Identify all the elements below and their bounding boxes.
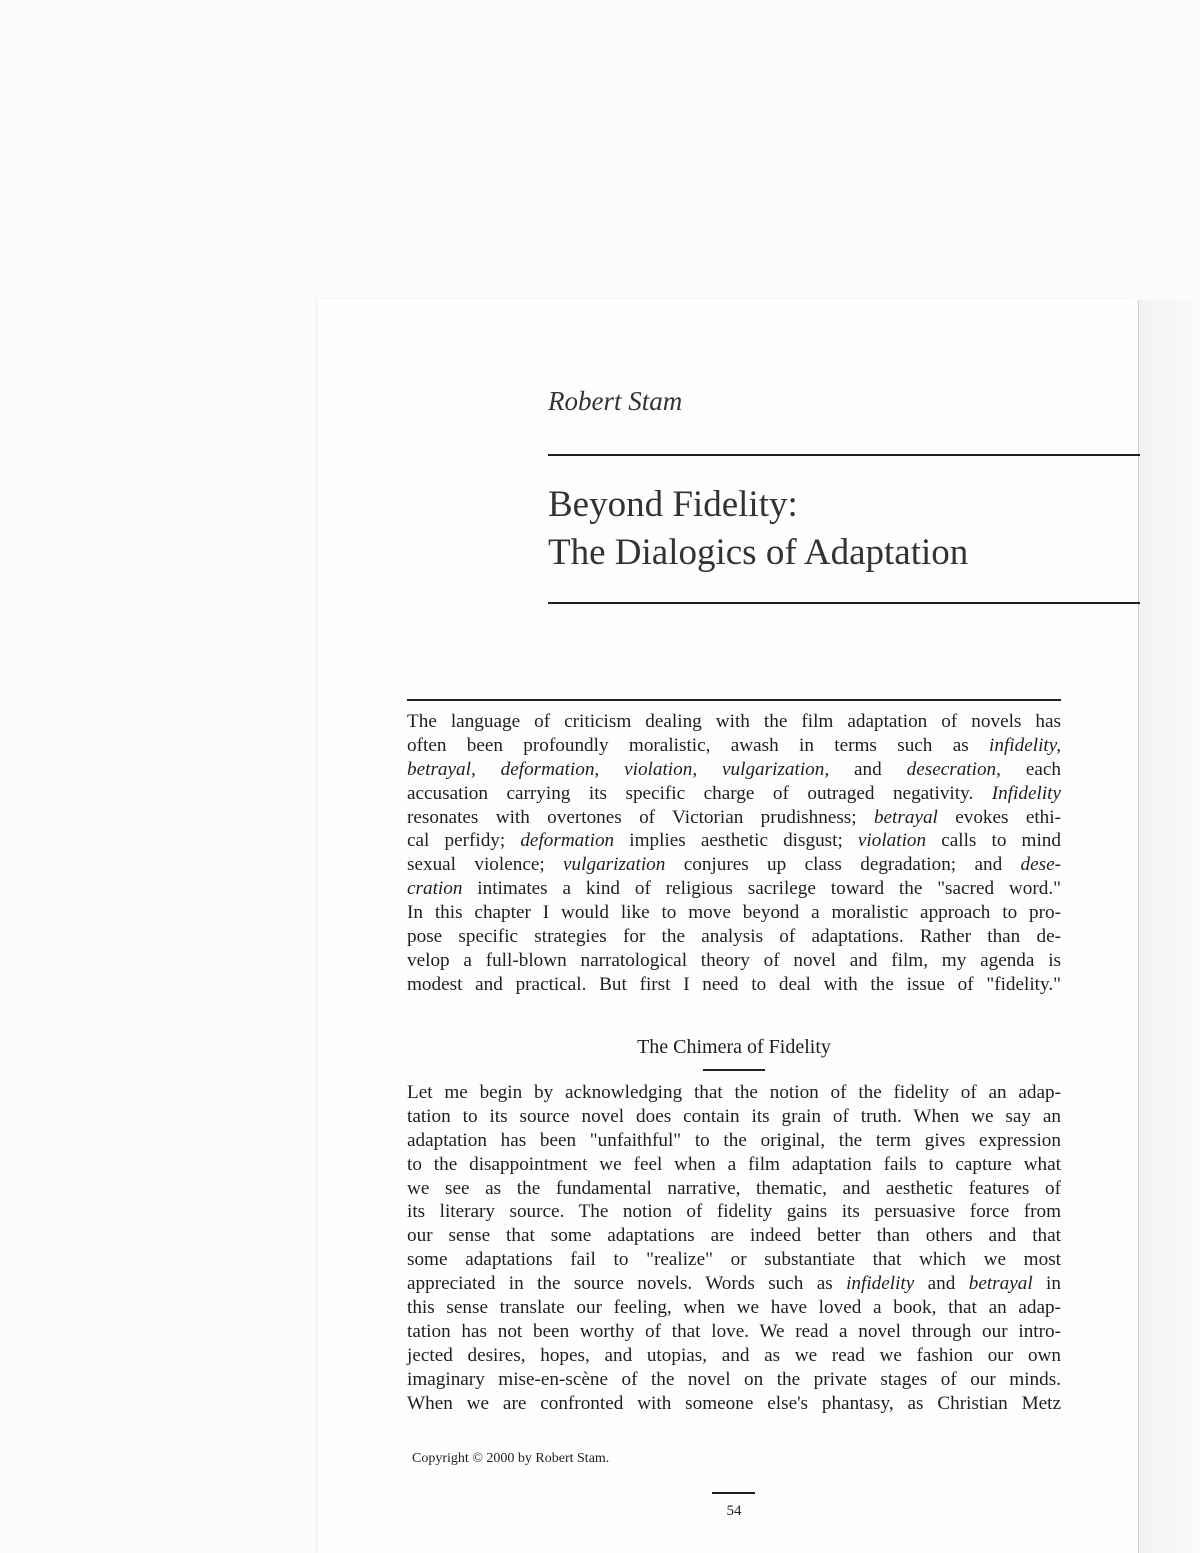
text-segment: modest and practical. But first I need to deal with the issue of "fidelity."	[407, 973, 1061, 995]
text-line	[407, 806, 1061, 830]
text-segment: In this chapter I would like to move beyond a moralistic approach to pro-	[407, 902, 1061, 924]
text-segment: Let me begin by acknowledging that the notion of the fidelity of an adap-	[407, 1082, 1061, 1103]
text-segment: resonates with overtones of Victorian prudishness;	[407, 806, 874, 828]
text-line	[407, 1105, 1061, 1129]
text-line	[407, 1272, 1061, 1296]
italic-text: betrayal	[968, 1273, 1033, 1295]
text-line	[407, 1153, 1061, 1177]
text-line	[407, 1344, 1061, 1368]
text-line	[407, 1081, 1061, 1105]
text-line	[407, 1368, 1061, 1392]
text-segment: tation has not been worthy of that love. We read a novel through our intro-	[407, 1320, 1061, 1342]
text-segment: implies aesthetic disgust;	[614, 830, 858, 852]
text-segment: intimates a kind of religious sacrilege toward the "sacred word."	[462, 878, 1061, 900]
section-paragraph	[407, 1081, 1061, 1415]
italic-text: violation	[857, 830, 927, 852]
text-segment: and	[914, 1273, 969, 1295]
text-line	[407, 901, 1061, 925]
text-segment: velop a full-blown narratological theory of novel and film, my agenda is	[407, 949, 1061, 971]
title-rule-bottom	[548, 602, 1140, 604]
intro-paragraph	[407, 710, 1061, 997]
text-segment: The language of criticism dealing with the film adaptation of novels has	[407, 711, 1061, 732]
text-segment: we see as the fundamental narrative, thematic, and aesthetic features of	[407, 1177, 1061, 1199]
text-segment: When we are confronted with someone else's phantasy, as Christian Metz	[407, 1392, 1061, 1414]
text-line	[407, 949, 1061, 973]
text-segment: this sense translate our feeling, when we have loved a book, that an adap-	[407, 1297, 1061, 1319]
text-line	[407, 829, 1061, 853]
text-line	[407, 782, 1061, 806]
text-segment: each	[1000, 758, 1061, 780]
text-line	[407, 734, 1061, 758]
section-heading-rule	[703, 1069, 765, 1071]
title-rule-top	[548, 454, 1140, 456]
text-segment: our sense that some adaptations are indeed better than others and that	[407, 1225, 1061, 1247]
text-line	[407, 973, 1061, 997]
text-segment: its literary source. The notion of fidelity gains its persuasive force from	[407, 1201, 1061, 1223]
text-segment: imaginary mise-en-scène of the novel on the private stages of our minds.	[407, 1368, 1061, 1390]
text-segment: to the disappointment we feel when a film adaptation fails to capture what	[407, 1153, 1061, 1175]
italic-text: betrayal, deformation, violation, vulgarization,	[407, 758, 830, 780]
text-line	[407, 710, 1061, 734]
text-segment: pose specific strategies for the analysis of adaptations. Rather than de-	[407, 926, 1061, 948]
page-edge	[1138, 300, 1200, 1553]
text-segment: calls to mind	[926, 830, 1061, 852]
section-heading: The Chimera of Fidelity	[637, 1036, 831, 1058]
text-line	[407, 1177, 1061, 1201]
text-line	[407, 1392, 1061, 1416]
text-line	[407, 853, 1061, 877]
italic-text: infidelity,	[989, 734, 1061, 756]
text-segment: tation to its source novel does contain its grain of truth. When we say an	[407, 1105, 1061, 1127]
italic-text: infidelity	[846, 1273, 915, 1295]
italic-text: desecration,	[906, 758, 1001, 780]
text-line	[407, 1320, 1061, 1344]
page-number: 54	[726, 1503, 742, 1519]
copyright-footnote: Copyright © 2000 by Robert Stam.	[412, 1451, 610, 1466]
italic-text: Infidelity	[991, 782, 1061, 804]
italic-text: dese-	[1020, 854, 1062, 876]
text-line	[407, 1129, 1061, 1153]
text-segment: cal perfidy;	[407, 830, 521, 852]
text-segment: some adaptations fail to "realize" or substantiate that which we most	[407, 1249, 1061, 1271]
text-segment: and	[829, 758, 907, 780]
chapter-title-line-1: Beyond Fidelity:	[548, 484, 798, 525]
chapter-title-line-2: The Dialogics of Adaptation	[548, 532, 969, 573]
text-segment: accusation carrying its specific charge of outraged negativity.	[407, 782, 992, 804]
text-segment: appreciated in the source novels. Words such as	[407, 1273, 847, 1295]
text-rule	[407, 699, 1061, 701]
italic-text: deformation	[520, 830, 615, 852]
italic-text: betrayal	[873, 806, 938, 828]
text-line	[407, 1200, 1061, 1224]
text-line	[407, 877, 1061, 901]
text-segment: often been profoundly moralistic, awash in terms such as	[407, 734, 990, 756]
text-line	[407, 1296, 1061, 1320]
text-segment: jected desires, hopes, and utopias, and as we read we fashion our own	[407, 1344, 1061, 1366]
italic-text: cration	[407, 878, 463, 900]
italic-text: vulgarization	[563, 854, 666, 876]
text-segment: sexual violence;	[407, 854, 564, 876]
text-line	[407, 1248, 1061, 1272]
chapter-author: Robert Stam	[548, 386, 683, 416]
text-segment: evokes ethi-	[937, 806, 1061, 828]
text-segment: conjures up class degradation; and	[665, 854, 1021, 876]
text-segment: adaptation has been "unfaithful" to the original, the term gives expression	[407, 1129, 1061, 1151]
text-line	[407, 925, 1061, 949]
text-line	[407, 758, 1061, 782]
text-line	[407, 1224, 1061, 1248]
page-number-rule	[712, 1492, 755, 1494]
text-segment: in	[1032, 1273, 1061, 1295]
